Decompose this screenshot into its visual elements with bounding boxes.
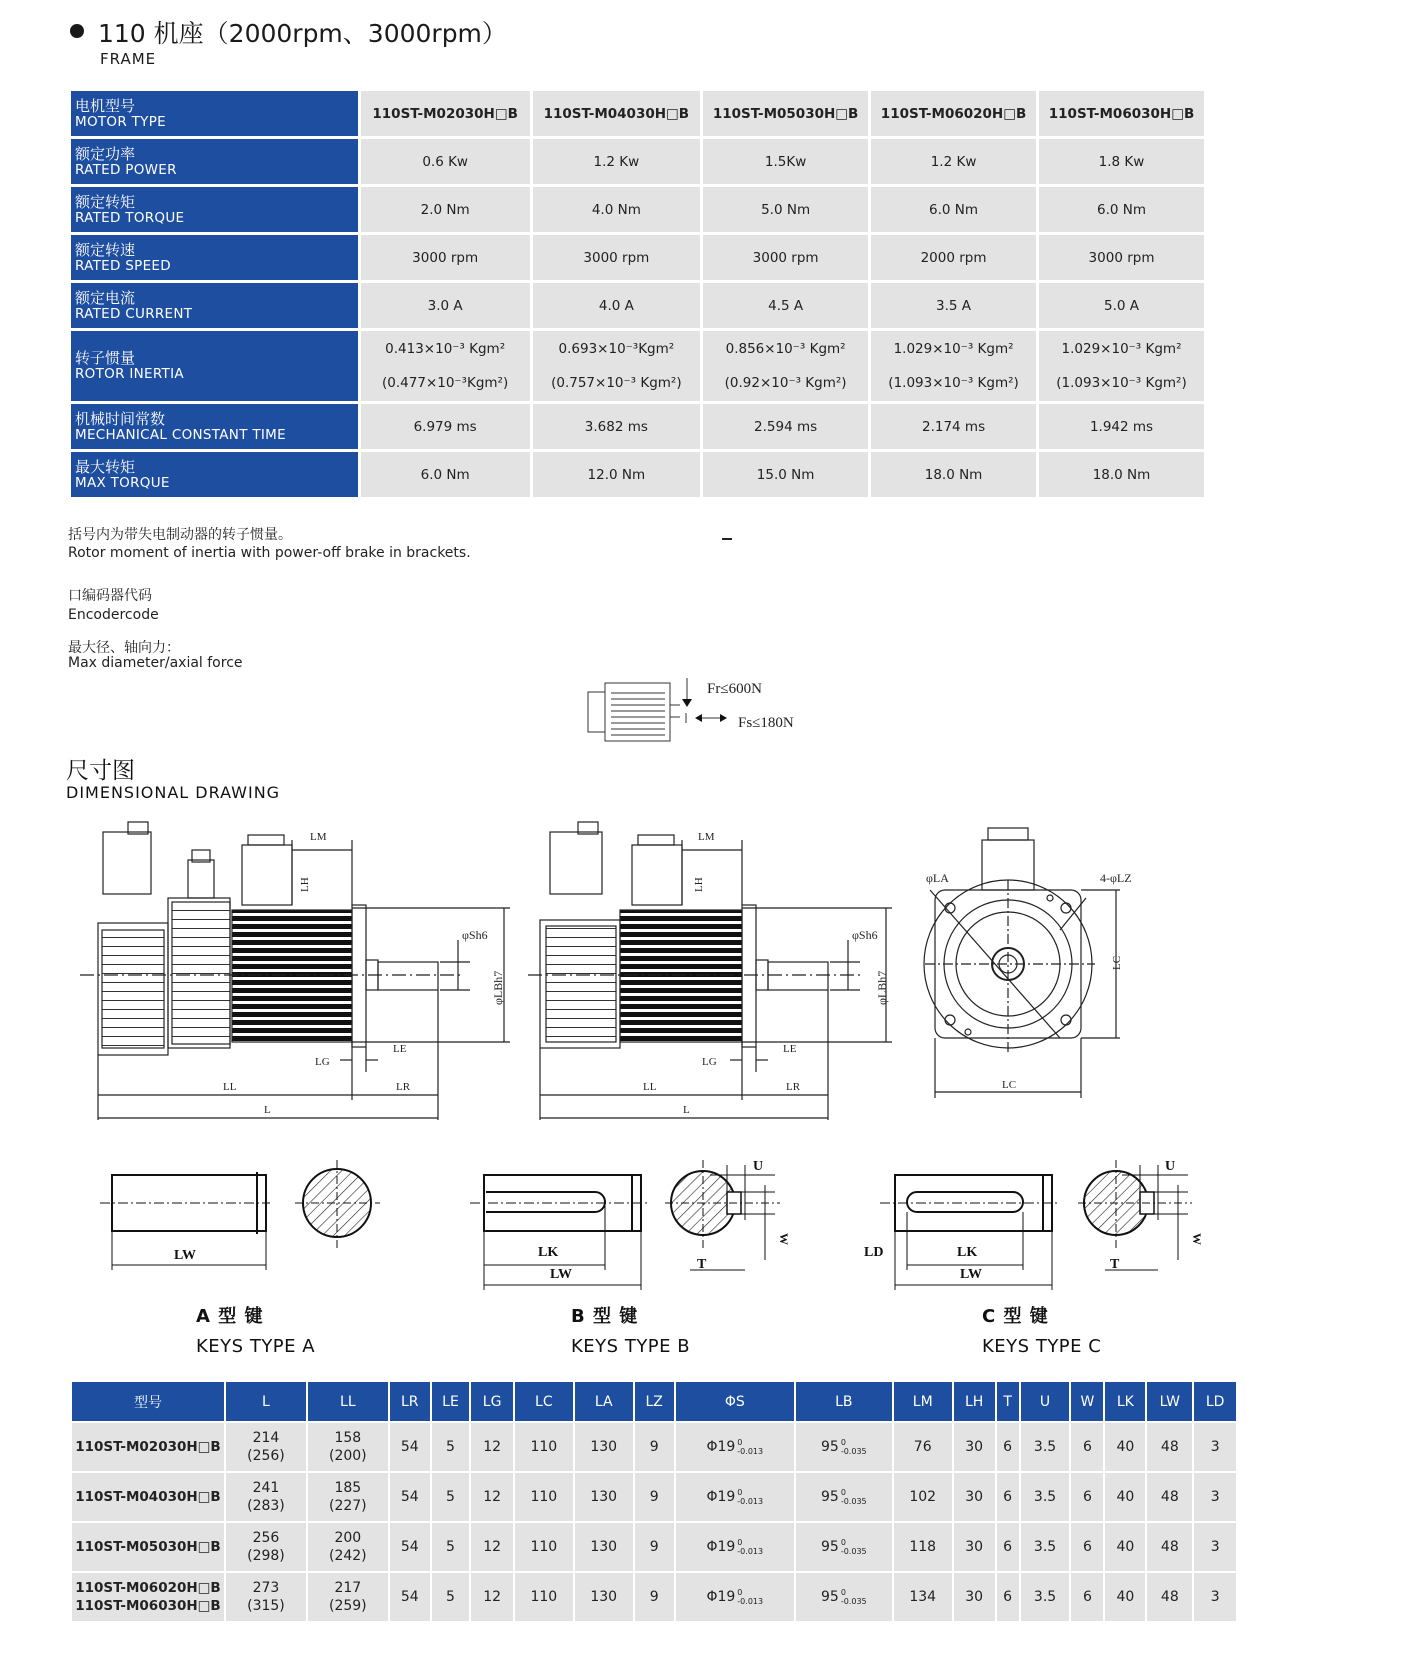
value-cell: 2.0 Nm: [361, 187, 530, 232]
table-cell: 241 (283): [226, 1473, 306, 1521]
table-cell: 95 0 -0.035: [796, 1573, 892, 1621]
value-cell: 3000 rpm: [703, 235, 868, 280]
value-cell: 3.0 A: [361, 283, 530, 328]
key-type-b-drawing: [470, 1160, 780, 1290]
value-cell: 1.5Kw: [703, 139, 868, 184]
table-cell: 110ST-M06020H□B 110ST-M06030H□B: [72, 1573, 224, 1621]
page-title: 110 机座（2000rpm、3000rpm）: [98, 19, 507, 48]
spec-row-current: [71, 283, 1204, 328]
col-header: LE: [432, 1382, 470, 1421]
table-cell: 40: [1105, 1523, 1145, 1571]
table-cell: 3: [1194, 1573, 1236, 1621]
table-row: [72, 1473, 1236, 1521]
table-cell: 30: [954, 1523, 995, 1571]
value-cell: 1.029×10⁻³ Kgm² (1.093×10⁻³ Kgm²): [871, 331, 1036, 401]
table-cell: 30: [954, 1423, 995, 1471]
col-header: LD: [1194, 1382, 1236, 1421]
value-cell: 12.0 Nm: [533, 452, 701, 497]
bracket-note-en: Rotor moment of inertia with power-off brake in brackets.: [68, 545, 471, 561]
spec-row-mech-time: [71, 404, 1204, 449]
value-cell: 5.0 A: [1039, 283, 1204, 328]
col-header: LC: [515, 1382, 573, 1421]
key-b-caption-cn: B 型 键: [571, 1306, 639, 1327]
value-cell: 1.2 Kw: [533, 139, 701, 184]
table-cell: 3.5: [1021, 1523, 1070, 1571]
key-c-caption-en: KEYS TYPE C: [982, 1336, 1102, 1357]
col-header: L: [226, 1382, 306, 1421]
key-b-label-lk: LK: [538, 1245, 559, 1260]
table-cell: 54: [390, 1573, 430, 1621]
table-cell: 130: [575, 1573, 633, 1621]
page-subtitle: FRAME: [100, 50, 157, 68]
table-cell: 54: [390, 1423, 430, 1471]
value-cell: 3000 rpm: [361, 235, 530, 280]
table-cell: 130: [575, 1523, 633, 1571]
table-cell: 6: [997, 1473, 1019, 1521]
value-cell: 6.979 ms: [361, 404, 530, 449]
value-cell: 3000 rpm: [533, 235, 701, 280]
table-cell: 130: [575, 1423, 633, 1471]
table-cell: 48: [1147, 1473, 1192, 1521]
key-type-c-drawing: [880, 1160, 1192, 1290]
key-b-caption-en: KEYS TYPE B: [571, 1336, 691, 1357]
table-cell: 3: [1194, 1473, 1236, 1521]
value-cell: 4.5 A: [703, 283, 868, 328]
value-cell: 2.594 ms: [703, 404, 868, 449]
table-cell: 6: [997, 1523, 1019, 1571]
table-row: [72, 1523, 1236, 1571]
value-cell: 1.2 Kw: [871, 139, 1036, 184]
col-header: LL: [308, 1382, 388, 1421]
table-cell: 3.5: [1021, 1573, 1070, 1621]
force-note-en: Max diameter/axial force: [68, 655, 243, 671]
key-b-label-u: U: [753, 1159, 764, 1174]
bracket-note-cn: 括号内为带失电制动器的转子惯量。: [68, 527, 292, 543]
key-a-caption-en: KEYS TYPE A: [196, 1336, 316, 1357]
row-label: 电机型号 MOTOR TYPE: [71, 91, 358, 136]
table-cell: 158 (200): [308, 1423, 388, 1471]
dash-mark: [722, 538, 732, 540]
table-cell: 3.5: [1021, 1473, 1070, 1521]
motor2-label-lr: LR: [786, 1081, 801, 1093]
col-header: LA: [575, 1382, 633, 1421]
table-cell: 9: [635, 1423, 674, 1471]
value-cell: 6.0 Nm: [1039, 187, 1204, 232]
key-a-caption-cn: A 型 键: [196, 1306, 264, 1327]
dimensional-title-cn: 尺寸图: [66, 758, 135, 784]
table-cell: 12: [471, 1473, 513, 1521]
motor1-label-l: L: [264, 1104, 271, 1116]
row-label: 额定功率 RATED POWER: [71, 139, 358, 184]
motor2-label-sh6: φSh6: [852, 928, 878, 942]
motor2-label-ll: LL: [643, 1081, 657, 1093]
force-diagram: [585, 675, 825, 750]
spec-row-speed: [71, 235, 1204, 280]
force-note-cn: 最大径、轴向力：: [68, 640, 180, 656]
col-header: LM: [894, 1382, 952, 1421]
value-cell: 18.0 Nm: [871, 452, 1036, 497]
table-cell: 5: [432, 1423, 470, 1471]
value-cell: 3.5 A: [871, 283, 1036, 328]
key-a-label-lw: LW: [174, 1248, 197, 1263]
value-cell: 5.0 Nm: [703, 187, 868, 232]
front-label-lc-bottom: LC: [1002, 1079, 1017, 1091]
table-cell: 5: [432, 1473, 470, 1521]
encoder-note-en: Encodercode: [68, 607, 159, 623]
table-cell: 54: [390, 1473, 430, 1521]
bullet-dot: [70, 24, 84, 38]
key-b-label-w: W: [777, 1233, 791, 1245]
dimension-table: [70, 1380, 1238, 1623]
value-cell: 3000 rpm: [1039, 235, 1204, 280]
key-drawings: [0, 1150, 1424, 1320]
value-cell: 0.856×10⁻³ Kgm² (0.92×10⁻³ Kgm²): [703, 331, 868, 401]
col-header: LZ: [635, 1382, 674, 1421]
key-b-label-lw: LW: [550, 1267, 573, 1282]
table-cell: 214 (256): [226, 1423, 306, 1471]
table-cell: 6: [1071, 1523, 1103, 1571]
model-cell: 110ST-M06020H□B: [871, 91, 1036, 136]
table-cell: 6: [1071, 1473, 1103, 1521]
value-cell: 3.682 ms: [533, 404, 701, 449]
row-label: 机械时间常数 MECHANICAL CONSTANT TIME: [71, 404, 358, 449]
row-label: 额定转矩 RATED TORQUE: [71, 187, 358, 232]
col-header: LB: [796, 1382, 892, 1421]
key-c-label-t: T: [1110, 1257, 1120, 1272]
fr-label: Fr≤600N: [707, 681, 762, 697]
table-cell: 76: [894, 1423, 952, 1471]
table-row: [72, 1423, 1236, 1471]
table-cell: 9: [635, 1523, 674, 1571]
col-header: 型号: [72, 1382, 224, 1421]
table-cell: 95 0 -0.035: [796, 1473, 892, 1521]
motor-drawing: [528, 822, 892, 1120]
row-label: 最大转矩 MAX TORQUE: [71, 452, 358, 497]
table-cell: 12: [471, 1523, 513, 1571]
motor1-label-le: LE: [393, 1043, 407, 1055]
col-header: LH: [954, 1382, 995, 1421]
col-header: LK: [1105, 1382, 1145, 1421]
key-c-label-u: U: [1165, 1159, 1176, 1174]
motor-drawings: [0, 820, 1424, 1140]
key-type-a-drawing: [100, 1160, 380, 1270]
table-cell: Φ19 0 -0.013: [676, 1473, 794, 1521]
spec-row-power: [71, 139, 1204, 184]
table-cell: 110: [515, 1473, 573, 1521]
table-cell: 12: [471, 1423, 513, 1471]
table-cell: 3: [1194, 1423, 1236, 1471]
table-cell: Φ19 0 -0.013: [676, 1423, 794, 1471]
table-cell: Φ19 0 -0.013: [676, 1573, 794, 1621]
motor1-label-ll: LL: [223, 1081, 237, 1093]
table-cell: 130: [575, 1473, 633, 1521]
motor2-label-lm: LM: [698, 831, 715, 843]
table-cell: 102: [894, 1473, 952, 1521]
value-cell: 1.942 ms: [1039, 404, 1204, 449]
table-cell: 30: [954, 1473, 995, 1521]
value-cell: 1.8 Kw: [1039, 139, 1204, 184]
motor1-label-lh: LH: [299, 877, 311, 892]
col-header: LW: [1147, 1382, 1192, 1421]
motor1-label-lr: LR: [396, 1081, 411, 1093]
motor1-label-sh6: φSh6: [462, 928, 488, 942]
table-cell: 110ST-M05030H□B: [72, 1523, 224, 1571]
motor-with-brake-drawing: [80, 822, 510, 1120]
table-cell: 256 (298): [226, 1523, 306, 1571]
value-cell: 0.413×10⁻³ Kgm² (0.477×10⁻³Kgm²): [361, 331, 530, 401]
table-cell: 30: [954, 1573, 995, 1621]
table-cell: 200 (242): [308, 1523, 388, 1571]
table-cell: 48: [1147, 1423, 1192, 1471]
encoder-note-cn: 口编码器代码: [68, 588, 152, 604]
table-cell: 9: [635, 1473, 674, 1521]
model-cell: 110ST-M02030H□B: [361, 91, 530, 136]
table-cell: 54: [390, 1523, 430, 1571]
key-c-label-lk: LK: [957, 1245, 978, 1260]
table-cell: 273 (315): [226, 1573, 306, 1621]
front-label-lc-side: LC: [1111, 955, 1123, 970]
table-cell: 6: [997, 1573, 1019, 1621]
table-cell: 48: [1147, 1573, 1192, 1621]
table-cell: 48: [1147, 1523, 1192, 1571]
row-label: 额定电流 RATED CURRENT: [71, 283, 358, 328]
model-cell: 110ST-M06030H□B: [1039, 91, 1204, 136]
value-cell: 4.0 Nm: [533, 187, 701, 232]
value-cell: 1.029×10⁻³ Kgm² (1.093×10⁻³ Kgm²): [1039, 331, 1204, 401]
table-cell: 3.5: [1021, 1423, 1070, 1471]
table-cell: 3: [1194, 1523, 1236, 1571]
spec-row-max-torque: [71, 452, 1204, 497]
key-c-label-ld: LD: [864, 1245, 884, 1260]
motor2-label-le: LE: [783, 1043, 797, 1055]
motor1-label-lg: LG: [315, 1056, 330, 1068]
table-cell: Φ19 0 -0.013: [676, 1523, 794, 1571]
col-header: ΦS: [676, 1382, 794, 1421]
front-label-la: φLA: [926, 871, 949, 885]
spec-row-torque: [71, 187, 1204, 232]
table-cell: 6: [997, 1423, 1019, 1471]
spec-row-inertia: [71, 331, 1204, 401]
motor2-label-l: L: [683, 1104, 690, 1116]
table-cell: 6: [1071, 1573, 1103, 1621]
model-cell: 110ST-M05030H□B: [703, 91, 868, 136]
table-cell: 5: [432, 1573, 470, 1621]
key-c-label-lw: LW: [960, 1267, 983, 1282]
key-c-caption-cn: C 型 键: [982, 1306, 1049, 1327]
row-label: 额定转速 RATED SPEED: [71, 235, 358, 280]
value-cell: 0.693×10⁻³Kgm² (0.757×10⁻³ Kgm²): [533, 331, 701, 401]
table-row: [72, 1573, 1236, 1621]
col-header: W: [1071, 1382, 1103, 1421]
dimension-table-header: [72, 1382, 1236, 1421]
table-cell: 110ST-M04030H□B: [72, 1473, 224, 1521]
table-cell: 9: [635, 1573, 674, 1621]
table-cell: 5: [432, 1523, 470, 1571]
value-cell: 0.6 Kw: [361, 139, 530, 184]
table-cell: 6: [1071, 1423, 1103, 1471]
value-cell: 2000 rpm: [871, 235, 1036, 280]
motor1-label-lb: φLBh7: [491, 970, 505, 1005]
value-cell: 2.174 ms: [871, 404, 1036, 449]
table-cell: 40: [1105, 1473, 1145, 1521]
table-cell: 95 0 -0.035: [796, 1423, 892, 1471]
row-label: 转子惯量 ROTOR INERTIA: [71, 331, 358, 401]
flange-front-view: [924, 828, 1120, 1098]
value-cell: 6.0 Nm: [361, 452, 530, 497]
table-cell: 110ST-M02030H□B: [72, 1423, 224, 1471]
col-header: U: [1021, 1382, 1070, 1421]
table-cell: 110: [515, 1573, 573, 1621]
model-cell: 110ST-M04030H□B: [533, 91, 701, 136]
fs-label: Fs≤180N: [738, 715, 794, 731]
spec-table: [68, 88, 1207, 500]
motor2-label-lb: φLBh7: [875, 970, 889, 1005]
motor1-label-lm: LM: [310, 831, 327, 843]
table-cell: 12: [471, 1573, 513, 1621]
key-b-label-t: T: [697, 1257, 707, 1272]
table-cell: 95 0 -0.035: [796, 1523, 892, 1571]
motor2-label-lh: LH: [693, 877, 705, 892]
table-cell: 185 (227): [308, 1473, 388, 1521]
table-cell: 134: [894, 1573, 952, 1621]
value-cell: 15.0 Nm: [703, 452, 868, 497]
dimensional-title-en: DIMENSIONAL DRAWING: [66, 783, 281, 802]
col-header: T: [997, 1382, 1019, 1421]
dimension-table-body: [72, 1423, 1236, 1621]
value-cell: 18.0 Nm: [1039, 452, 1204, 497]
value-cell: 6.0 Nm: [871, 187, 1036, 232]
spec-row-model: [71, 91, 1204, 136]
table-cell: 217 (259): [308, 1573, 388, 1621]
key-c-label-w: W: [1190, 1233, 1204, 1245]
table-cell: 40: [1105, 1573, 1145, 1621]
table-cell: 110: [515, 1523, 573, 1571]
table-cell: 118: [894, 1523, 952, 1571]
motor2-label-lg: LG: [702, 1056, 717, 1068]
col-header: LR: [390, 1382, 430, 1421]
col-header: LG: [471, 1382, 513, 1421]
front-label-lz: 4-φLZ: [1100, 871, 1132, 885]
table-cell: 110: [515, 1423, 573, 1471]
value-cell: 4.0 A: [533, 283, 701, 328]
table-cell: 40: [1105, 1423, 1145, 1471]
